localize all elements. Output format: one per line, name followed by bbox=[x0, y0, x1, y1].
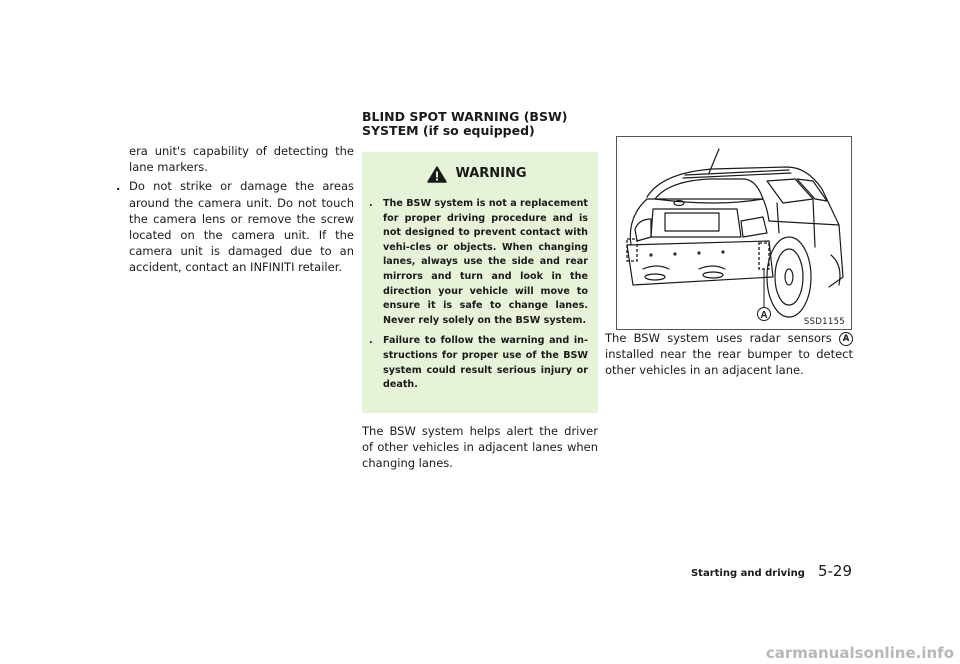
bullet-marker: . bbox=[369, 198, 373, 209]
vehicle-rear-illustration bbox=[616, 136, 852, 330]
page-number: 5-29 bbox=[817, 562, 852, 580]
warning-item-text: Failure to follow the warning and in-structions for proper use of the BSW system could result serious injury or death. bbox=[383, 335, 588, 391]
section-heading: BLIND SPOT WARNING (BSW) SYSTEM (if so equipped) bbox=[362, 109, 568, 138]
left-column bbox=[116, 143, 354, 276]
figure-code: SSD1155 bbox=[803, 317, 845, 327]
sensor-text-after: installed near the rear bumper to detect other vehicles in an adjacent lane. bbox=[605, 347, 853, 378]
bullet-text: Do not strike or damage the areas around the camera unit. Do not touch the camera lens or remove the screw located on the camera unit. If the camera unit is damaged due to an accident, contact an INFINITI retailer. bbox=[129, 179, 354, 275]
warning-item bbox=[366, 197, 588, 328]
bullet-marker: . bbox=[116, 179, 121, 194]
sensor-text-before: The BSW system uses radar sensors bbox=[605, 331, 832, 345]
right-column bbox=[605, 330, 853, 379]
bullet-item bbox=[116, 178, 354, 275]
bsw-section bbox=[362, 110, 598, 471]
warning-item-text: The BSW system is not a replacement for proper driving procedure and is not designed to prevent contact with vehi-cles or objects. When changing lanes, always use the side and rear mirrors and turn and look in the direction your vehicle will move to ensure it is safe to change lanes. Never rely solely on the BSW system. bbox=[383, 198, 588, 326]
warning-item bbox=[366, 334, 588, 392]
car-rear-drawing bbox=[617, 137, 851, 329]
callout-a: A bbox=[839, 332, 853, 346]
bullet-marker: . bbox=[369, 335, 373, 347]
page-footer bbox=[691, 561, 852, 580]
footer-section-title: Starting and driving bbox=[690, 568, 805, 579]
figure-callout: A bbox=[760, 310, 768, 321]
sensor-description bbox=[605, 330, 853, 379]
watermark: carmanualsonline.info bbox=[765, 644, 954, 662]
bsw-description: The BSW system helps alert the driver of other vehicles in adjacent lanes when changing lanes. bbox=[362, 423, 598, 471]
warning-icon bbox=[427, 166, 447, 183]
warning-header bbox=[366, 166, 588, 183]
warning-box bbox=[362, 152, 598, 413]
warning-title: WARNING bbox=[455, 166, 527, 182]
continuation-text: era unit's capability of detecting the lane markers. bbox=[129, 144, 354, 175]
